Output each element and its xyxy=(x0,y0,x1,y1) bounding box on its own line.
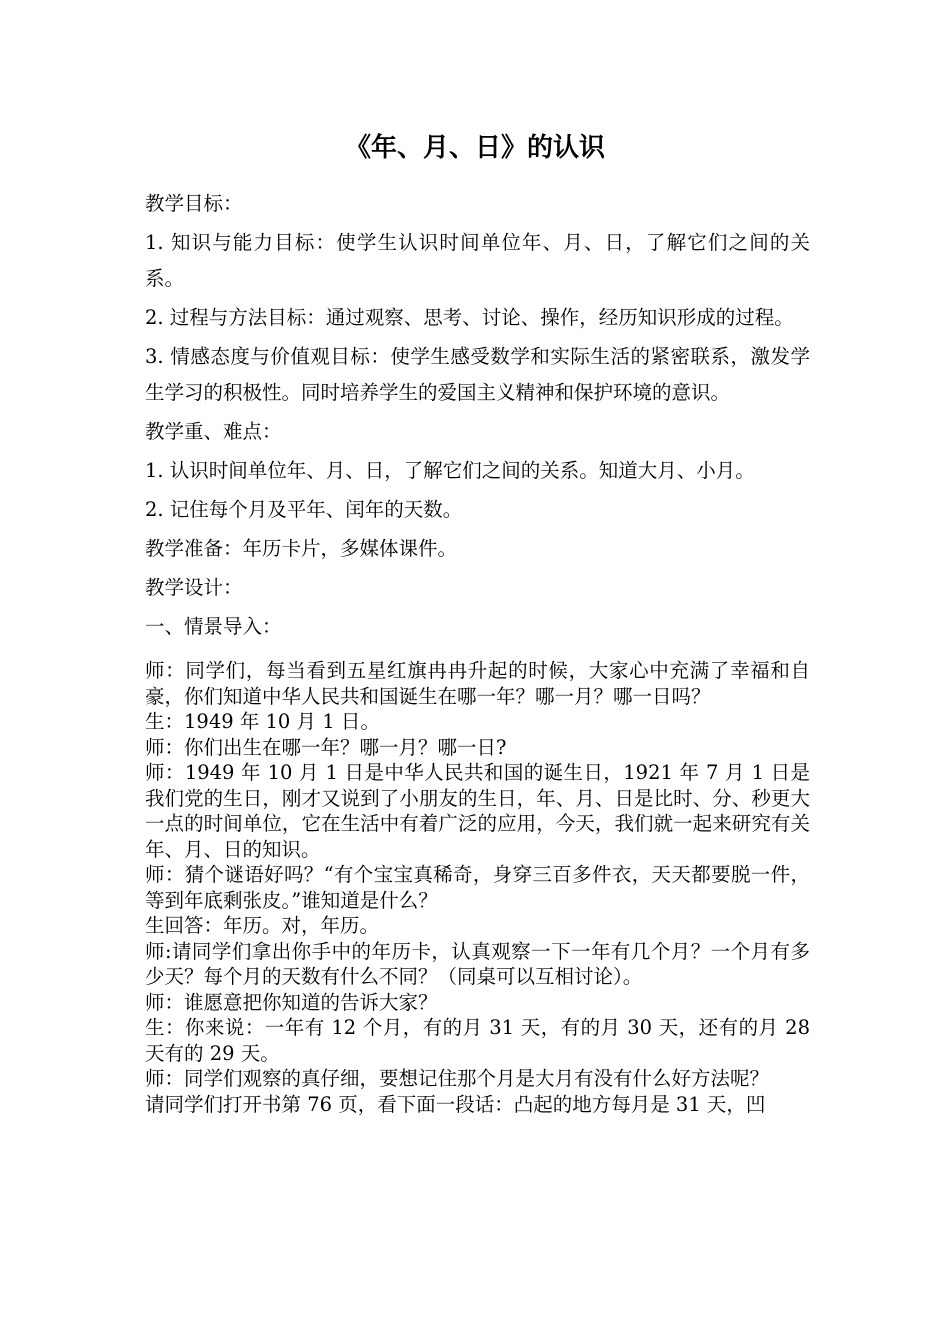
dialogue-line: 师:请同学们拿出你手中的年历卡，认真观察一下一年有几个月？一个月有多少天？每个月的天数有什么不同？（同桌可以互相讨论）。 xyxy=(145,939,810,988)
dialogue-line: 师：你们出生在哪一年？哪一月？哪一日? xyxy=(145,735,507,759)
dialogue-line: 师：同学们，每当看到五星红旗冉冉升起的时候，大家心中充满了幸福和自豪，你们知道中华人民共和国诞生在哪一年？哪一月？哪一日吗？ xyxy=(145,659,810,708)
key-point-1: 1. 认识时间单位年、月、日，了解它们之间的关系。知道大月、小月。 xyxy=(145,459,755,482)
dialogue-line: 师：1949 年 10 月 1 日是中华人民共和国的诞生日，1921 年 7 月 1 日是我们党的生日，刚才又说到了小朋友的生日，年、月、日是比时、分、秒更大一点的时间单位，它在生活中有着广泛的应用，今天，我们就一起来研究有关年、月、日的知识。 xyxy=(145,761,810,861)
dialogue-line: 生：1949 年 10 月 1 日。 xyxy=(145,710,380,733)
objective-3: 3. 情感态度与价值观目标：使学生感受数学和实际生活的紧密联系，激发学生学习的积极性。同时培养学生的爱国主义精神和保护环境的意识。 xyxy=(145,345,810,404)
dialogue-line: 生：你来说：一年有 12 个月，有的月 31 天，有的月 30 天，还有的月 28 天有的 29 天。 xyxy=(145,1016,810,1065)
dialogue-line: 生回答：年历。对，年历。 xyxy=(145,914,380,937)
objective-2: 2. 过程与方法目标：通过观察、思考、讨论、操作，经历知识形成的过程。 xyxy=(145,306,794,329)
section-heading-design: 教学设计： xyxy=(145,576,243,599)
dialogue-line: 请同学们打开书第 76 页，看下面一段话：凸起的地方每月是 31 天，凹 xyxy=(145,1092,766,1116)
subsection-heading-intro: 一、情景导入： xyxy=(145,615,282,638)
dialogue-line: 师：猜个谜语好吗？“有个宝宝真稀奇，身穿三百多件衣，天天都要脱一件，等到年底剩张皮。”谁知道是什么？ xyxy=(145,863,810,912)
key-point-2: 2. 记住每个月及平年、闰年的天数。 xyxy=(145,498,463,521)
spacer xyxy=(145,648,810,658)
document-body xyxy=(145,186,810,1117)
section-preparation: 教学准备：年历卡片，多媒体课件。 xyxy=(145,537,458,560)
section-heading-objectives: 教学目标： xyxy=(145,192,243,215)
objective-1: 1. 知识与能力目标：使学生认识时间单位年、月、日，了解它们之间的关系。 xyxy=(145,231,810,290)
document-title: 《年、月、日》的认识 xyxy=(344,133,605,163)
section-heading-key-points: 教学重、难点： xyxy=(145,420,282,443)
dialogue-line: 师：谁愿意把你知道的告诉大家？ xyxy=(145,990,438,1014)
dialogue-line: 师：同学们观察的真仔细，要想记住那个月是大月有没有什么好方法呢？ xyxy=(145,1067,770,1090)
